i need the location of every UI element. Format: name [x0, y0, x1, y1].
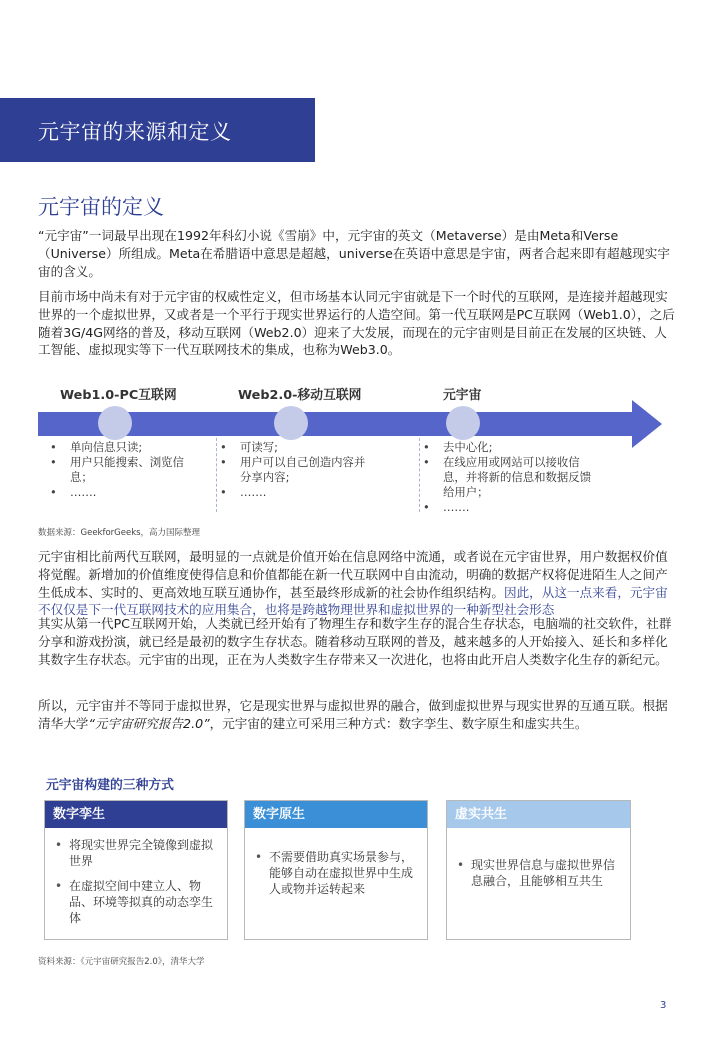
method-box-digital-twin: [44, 800, 228, 940]
timeline-dot-web2: [274, 406, 308, 440]
method-box-list: [453, 857, 622, 898]
page-number: 3: [660, 1000, 667, 1011]
timeline-dot-metaverse: [446, 406, 480, 440]
timeline-dot-web1: [98, 406, 132, 440]
timeline-label-web2: Web2.0-移动互联网: [238, 388, 362, 403]
paragraph-conclusion-text-end: ，元宇宙的建立可采用三种方式：数字孪生、数字原生和虚实共生。: [209, 715, 588, 731]
header-banner: [0, 98, 315, 162]
method-box-title: 虚实共生: [447, 801, 630, 828]
timeline-source-note: 数据来源：GeekforGeeks，高力国际整理: [38, 528, 201, 538]
timeline-label-metaverse: 元宇宙: [443, 388, 482, 403]
methods-heading: 元宇宙构建的三种方式: [46, 778, 174, 793]
paragraph-conclusion-text: 所以，元宇宙并不等同于虚拟世界，它是现实世界与虚拟世界的融合，做到虚拟世界与现实世界的互通互联。根据清华大学: [38, 698, 668, 731]
paragraph-origin: “元宇宙”一词最早出现在1992年科幻小说《雪崩》中，元宇宙的英文（Metaverse）是由Meta和Verse（Universe）所组成。Meta在希腊语中意思是超越，universe在英语中意思是宇宙，两者合起来即有超越现实宇宙的含义。: [38, 228, 670, 279]
list-item: • 在线应用或网站可以接收信息，并将新的信息和数据反馈给用户；: [419, 455, 594, 500]
paragraph-definition: 目前市场中尚未有对于元宇宙的权威性定义，但市场基本认同元宇宙就是下一个时代的互联网，是连接并超越现实世界的一个虚拟世界，又或者是一个平行于现实世界运行的人造空间。第一代互联网是PC互联网（Web1.0），之后随着3G/4G网络的普及，移动互联网（Web2.0）迎来了大发展，而现在的元宇宙则是目前正在发展的区块链、人工智能、虚拟现实等下一代互联网技术的集成，也称为Web3.0。: [38, 289, 675, 358]
list-item: • 用户可以自己创造内容并分享内容;: [216, 455, 366, 485]
section-title: 元宇宙的定义: [38, 195, 164, 219]
paragraph-value-text: 元宇宙相比前两代互联网，最明显的一点就是价值开始在信息网络中流通，或者说在元宇宙世界，用户数据权价值将觉醒。新增加的价值维度使得信息和价值都能在新一代互联网中自由流动，明确的数据产权将促进陌生人之间产生低成本、实时的、更高效地互联互通协作，甚至最终形成新的社会协作组织结构。: [38, 549, 668, 600]
timeline-list-metaverse: [419, 440, 594, 515]
timeline-list-web1: [46, 440, 196, 500]
paragraph-digital-existence: 其实从第一代PC互联网开始，人类就已经开始有了物理生存和数字生存的混合生存状态，电脑端的社交软件，社群分享和游戏扮演，就已经是最初的数字生存状态。随着移动互联网的普及，越来越多的人开始接入、延长和多样化其数字生存状态。元宇宙的出现，正在为人类数字生存带来又一次进化，也将由此开启人类数字化生存的新纪元。: [38, 616, 672, 667]
method-box-list: [251, 849, 419, 906]
timeline-list-web2: [216, 440, 366, 500]
paragraph-value-highlight: 因此，从这一点来看，元宇宙不仅仅是下一代互联网技术的应用集合，也将是跨越物理世界和虚拟世界的一种新型社会形态: [38, 584, 668, 618]
list-item: • 现实世界信息与虚拟世界信息融合，且能够相互共生: [453, 857, 622, 889]
list-item: • 可读写;: [216, 440, 366, 455]
list-item: • …….: [216, 485, 366, 500]
method-box-title: 数字原生: [245, 801, 427, 828]
timeline-arrow-head: [632, 400, 662, 448]
header-title: 元宇宙的来源和定义: [38, 120, 232, 144]
list-item: • …….: [46, 485, 196, 500]
paragraph-value: [38, 548, 678, 619]
method-box-title: 数字孪生: [45, 801, 227, 828]
list-item: • 去中心化;: [419, 440, 594, 455]
method-box-digital-native: [244, 800, 428, 940]
list-item: • …….: [419, 500, 594, 515]
paragraph-conclusion: [38, 697, 678, 733]
list-item: • 不需要借助真实场景参与，能够自动在虚拟世界中生成人或物并运转起来: [251, 849, 419, 897]
list-item: • 用户只能搜索、浏览信息；: [46, 455, 196, 485]
method-box-list: [51, 837, 219, 935]
list-item: • 单向信息只读;: [46, 440, 196, 455]
list-item: • 将现实世界完全镜像到虚拟世界: [51, 837, 219, 869]
method-box-coexistence: [446, 800, 631, 940]
timeline-label-web1: Web1.0-PC互联网: [60, 388, 177, 403]
paragraph-conclusion-report-title: “元宇宙研究报告2.0”: [88, 715, 210, 731]
internet-timeline: [38, 378, 668, 518]
methods-source-note: 资料来源：《元宇宙研究报告2.0》，清华大学: [38, 957, 205, 967]
list-item: • 在虚拟空间中建立人、物品、环境等拟真的动态孪生体: [51, 878, 219, 926]
